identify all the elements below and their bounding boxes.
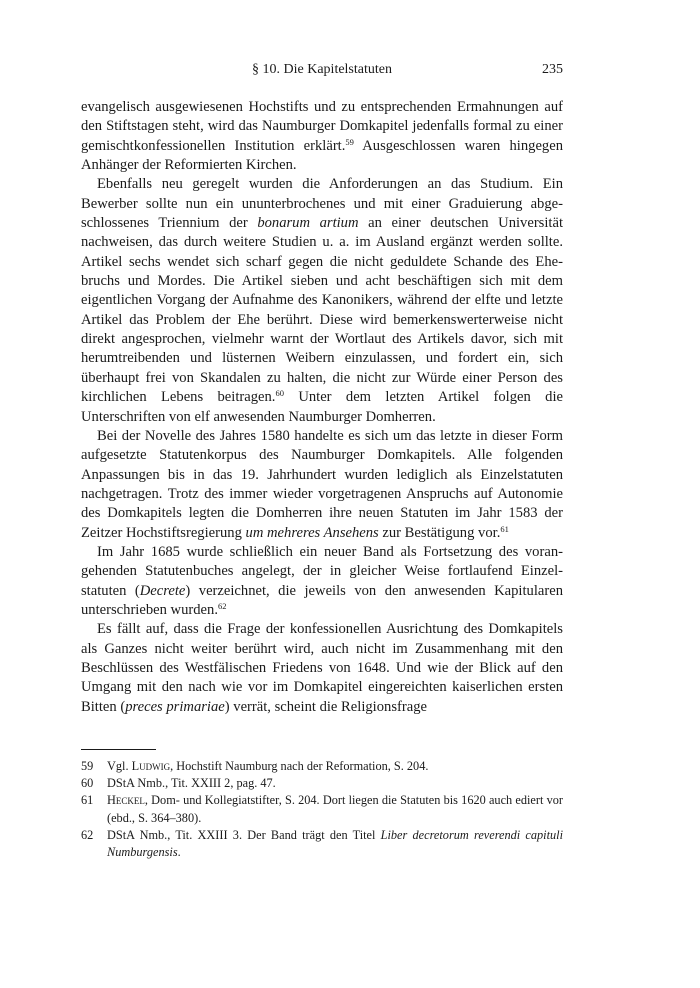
text-run: Im Jahr 1685 wurde schließlich ein neuer Band als Fortsetzung des vorangehenden Statutenbuches angelegt, der in gleicher Weise fortlaufend Einzelstatuten ( [81,543,563,599]
paragraph-2 [81,175,563,426]
italic-term: preces primariae [125,698,225,715]
text-run: Ausgeschlossen waren hingegen Anhänger der Reformierten Kirchen. [81,137,564,174]
footnote-text [107,775,563,792]
text-run: DStA Nmb., Tit. XXIII 3. Der Band trägt den Titel [107,827,381,842]
page-number: 235 [542,62,563,77]
footnote-number: 60 [81,776,94,791]
italic-term: Decrete [139,582,186,599]
footnote-number: 62 [81,827,94,842]
italic-title: Liber decretorum reverendi capituli Numburgensis [107,827,563,860]
text-run: Ebenfalls neu geregelt wurden die Anforderungen an das Studium. Ein Bewerber sollte nun ein ununterbrochenes und mit einer Graduierung abgeschlossenes Triennium der [81,176,563,232]
text-run: evangelisch ausgewiesenen Hochstifts und zu entsprechenden Ermahnungen auf den Stiftstagen steht, wird das Naumburger Domkapitel jedenfalls formal zu einer gemischtkonfessionellen Institution erklärt. [81,99,563,154]
page-header [81,62,563,82]
text-run: , Hochstift Naumburg nach der Reformation, S. 204. [170,759,429,773]
paragraph-1 [81,98,563,175]
text-run: Bei der Novelle des Jahres 1580 handelte es sich um das letzte in dieser Form aufgesetzte Statutenkorpus des Naumburger Domkapitels. Alle folgenden Anpassungen bis in das 19. Jahrhundert wurden lediglich als Einzelstatuten nachgetragen. Trotz des immer wieder vorgetragenen Anspruchs auf Autonomie des Domkapitels legten die Domherren ihre neuen Statuten im Jahr 1583 der Zeitzer Hochstiftsregierung [81,427,563,541]
author-name: Ludwig [131,759,171,773]
footnote-text [107,758,563,775]
text-run: ) verrät, scheint die Religionsfrage [224,698,427,715]
text-run: ) verzeichnet, die jeweils von den anwesenden Kapitularen unterschrieben wurden. [81,582,564,618]
author-name: Heckel [107,793,145,808]
footnote [81,827,563,861]
text-run: Es fällt auf, dass die Frage der konfessionellen Ausrichtung des Domkapitels als Ganzes nicht weiter berührt wird, auch nicht im Zusammenhang mit den Beschlüssen des Westfälischen Friedens von 1648. Und wie der Blick auf den Umgang mit den nach wie vor im Domkapitel eingereichten kaiserlichen ersten Bitten ( [81,621,563,715]
text-run: DStA Nmb., Tit. XXIII 2, pag. 47. [107,776,276,791]
text-run: Vgl. [107,759,132,773]
footnote-divider [81,749,156,750]
paragraph-3 [81,427,563,543]
footnote-number: 59 [81,759,94,773]
italic-quote: um mehreres Ansehens [245,524,379,541]
footnote-ref: 62 [217,600,227,611]
footnote [81,758,563,775]
footnote [81,792,563,826]
footnote-text [107,792,563,826]
footnote-ref: 61 [500,523,509,534]
footnote-number: 61 [81,793,94,808]
text-run: . [177,845,181,860]
text-run: zur Bestätigung vor. [378,524,501,541]
footnotes [81,758,563,861]
text-run: Unter dem letzten Artikel folgen die Unterschriften von elf anwesenden Naumburger Domherren. [81,389,563,425]
paragraph-5 [81,620,563,717]
text-run: , Dom- und Kollegiatstifter, S. 204. Dort liegen die Statuten bis 1620 auch ediert vor (ebd., S. 364–380). [107,793,563,825]
footnote [81,775,563,792]
main-text [81,98,563,717]
text-run: an einer deutschen Universität nachweisen, das durch weitere Studien u. a. im Ausland ergänzt werden sollte. Artikel sechs wendet sich scharf gegen die nicht geduldete Schande des Ehebruchs und Mordes. Die Artikel sieben und acht beschäftigen sich mit dem eigentlichen Vorgang der Aufnahme des Kanonikers, während der elfte und letzte Artikel das Problem der Ehe berührt. Diese wird bemerkenswerterweise nicht direkt angesprochen, vielmehr warnt der Wortlaut des Artikels davor, sich mit herumtreibenden und lüsternen Weibern einzulassen, und fordert ein, sich überhaupt frei von Skandalen zu halten, die nicht zur Würde einer Person des kirchlichen Lebens beitragen. [81,215,563,406]
running-title: § 10. Die Kapitelstatuten [252,62,392,77]
footnote-ref: 60 [275,388,284,399]
paragraph-4 [81,543,563,620]
italic-term: bonarum artium [257,215,359,232]
footnote-text [107,827,563,861]
footnote-ref: 59 [345,136,354,147]
